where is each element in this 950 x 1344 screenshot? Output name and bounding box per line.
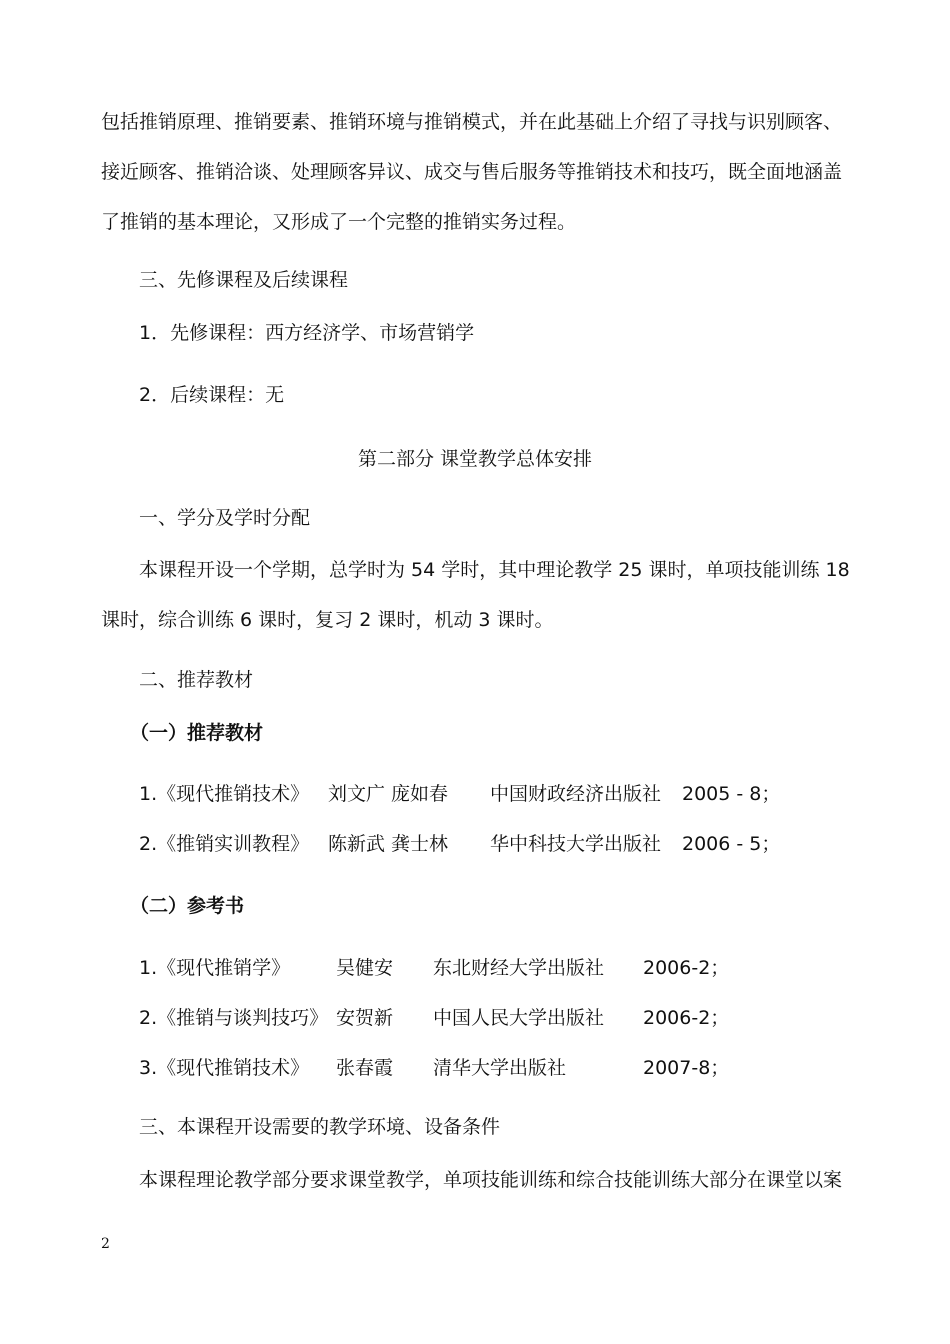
book-publisher: 中国财政经济出版社 [490,783,662,805]
prereq-item-1: 1．先修课程：西方经济学、市场营销学 [139,322,475,344]
book-title: 1.《现代推销学》 [139,957,291,979]
part-title: 第二部分 课堂教学总体安排 [357,448,593,470]
book-title: 2.《推销与谈判技巧》 [139,1007,329,1029]
prereq-item-2: 2．后续课程：无 [139,384,285,406]
credits-line-1: 本课程开设一个学期，总学时为 54 学时，其中理论教学 25 课时，单项技能训练 18 [139,559,850,581]
book-title: 2.《推销实训教程》 [139,833,310,855]
book-authors: 陈新武 龚士林 [328,833,449,855]
intro-line-1: 包括推销原理、推销要素、推销环境与推销模式，并在此基础上介绍了寻找与识别顾客、 [101,111,843,133]
book-date: 2006 - 5； [682,833,781,855]
book-title: 1.《现代推销技术》 [139,783,310,805]
textbooks-heading: 二、推荐教材 [139,669,254,691]
book-publisher: 中国人民大学出版社 [433,1007,605,1029]
credits-line-2: 课时，综合训练 6 课时，复习 2 课时，机动 3 课时。 [101,609,554,631]
intro-line-3: 了推销的基本理论，又形成了一个完整的推销实务过程。 [101,211,577,233]
page-number: 2 [101,1236,110,1252]
book-publisher: 华中科技大学出版社 [490,833,662,855]
intro-line-2: 接近顾客、推销洽谈、处理顾客异议、成交与售后服务等推销技术和技巧，既全面地涵盖 [101,161,843,183]
book-authors: 安贺新 [336,1007,394,1029]
book-date: 2006-2； [643,957,730,979]
book-authors: 张春霞 [336,1057,394,1079]
book-publisher: 清华大学出版社 [433,1057,567,1079]
prereq-heading: 三、先修课程及后续课程 [139,269,349,291]
book-date: 2007-8； [643,1057,730,1079]
book-authors: 吴健安 [336,957,394,979]
book-date: 2006-2； [643,1007,730,1029]
environment-heading: 三、本课程开设需要的教学环境、设备条件 [139,1116,501,1138]
book-publisher: 东北财经大学出版社 [433,957,605,979]
book-date: 2005 - 8； [682,783,781,805]
book-authors: 刘文广 庞如春 [328,783,449,805]
textbooks-subheading: （一）推荐教材 [130,722,264,744]
credits-heading: 一、学分及学时分配 [139,507,311,529]
references-subheading: （二）参考书 [130,895,245,917]
environment-line-1: 本课程理论教学部分要求课堂教学，单项技能训练和综合技能训练大部分在课堂以案 [139,1169,843,1191]
book-title: 3.《现代推销技术》 [139,1057,310,1079]
